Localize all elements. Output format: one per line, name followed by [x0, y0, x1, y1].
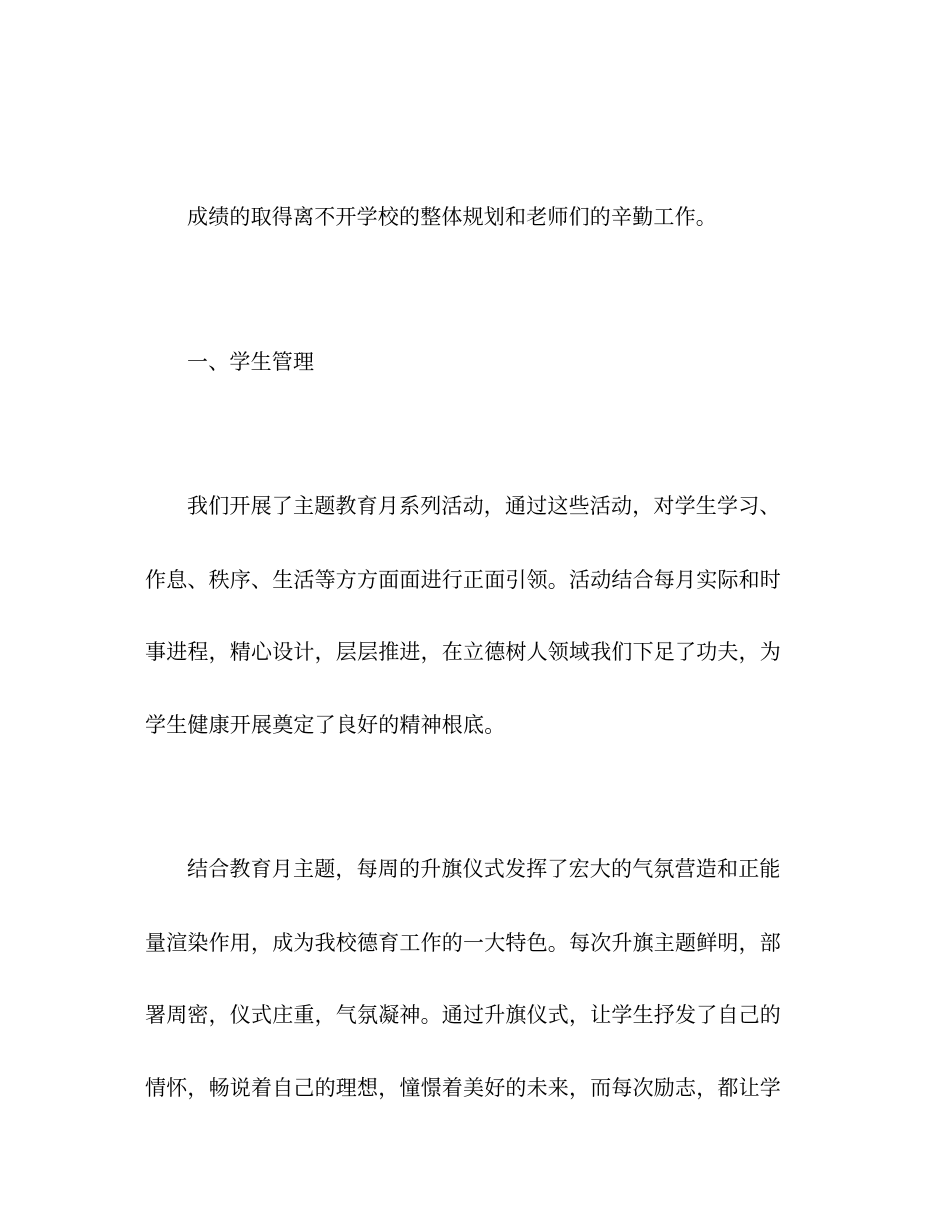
paragraph-line: 作息、秩序、生活等方方面面进行正面引领。活动结合每月实际和时: [145, 568, 781, 592]
paragraph-line: 情怀，畅说着自己的理想，憧憬着美好的未来，而每次励志，都让学: [145, 1076, 781, 1100]
paragraph-line: 结合教育月主题，每周的升旗仪式发挥了宏大的气氛营造和正能: [187, 857, 781, 881]
paragraph-line: 量渲染作用，成为我校德育工作的一大特色。每次升旗主题鲜明，部: [145, 931, 781, 955]
paragraph-line: 事进程，精心设计，层层推进，在立德树人领域我们下足了功夫，为: [145, 640, 781, 664]
section-heading: 一、学生管理: [187, 350, 315, 374]
paragraph-line: 成绩的取得离不开学校的整体规划和老师们的辛勤工作。: [187, 205, 717, 229]
paragraph-line: 我们开展了主题教育月系列活动，通过这些活动，对学生学习、: [187, 494, 781, 518]
paragraph-line: 学生健康开展奠定了良好的精神根底。: [145, 713, 506, 737]
paragraph-line: 署周密，仪式庄重，气氛凝神。通过升旗仪式，让学生抒发了自己的: [145, 1003, 781, 1027]
